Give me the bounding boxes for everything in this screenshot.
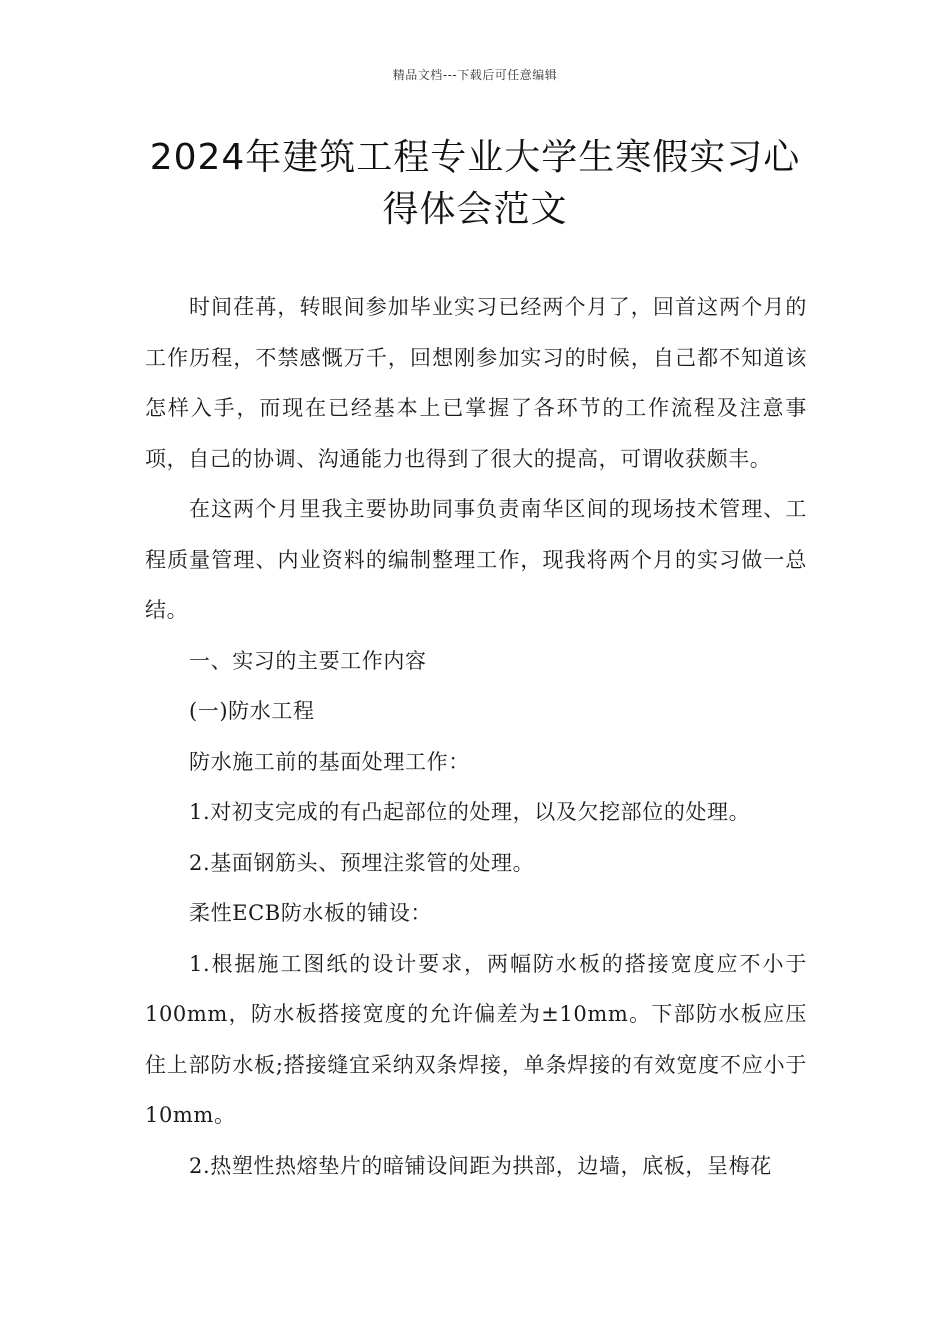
paragraph: 在这两个月里我主要协助同事负责南华区间的现场技术管理、工程质量管理、内业资料的编制整理工作，现我将两个月的实习做一总结。 (145, 497, 807, 622)
list-item: 1.根据施工图纸的设计要求，两幅防水板的搭接宽度应不小于100mm，防水板搭接宽度的允许偏差为±10mm。下部防水板应压住上部防水板;搭接缝宜采纳双条焊接，单条焊接的有效宽度不应小于10mm。 (145, 951, 807, 1127)
section-heading: 一、实习的主要工作内容 (189, 648, 427, 673)
paragraph: 时间荏苒，转眼间参加毕业实习已经两个月了，回首这两个月的工作历程，不禁感慨万千，回想刚参加实习的时候，自己都不知道该怎样入手，而现在已经基本上已掌握了各环节的工作流程及注意事项，自己的协调、沟通能力也得到了很大的提高，可谓收获颇丰。 (145, 295, 807, 471)
title-line-1: 2024年建筑工程专业大学生寒假实习心 (149, 137, 801, 178)
paragraph: 柔性ECB防水板的铺设： (189, 901, 433, 925)
title-line-2: 得体会范文 (382, 189, 568, 230)
paragraph: 防水施工前的基面处理工作： (189, 749, 470, 774)
document-title (120, 132, 830, 236)
document-body (145, 282, 807, 1191)
list-item: 2.基面钢筋头、预埋注浆管的处理。 (189, 850, 535, 875)
list-item: 2.热塑性热熔垫片的暗铺设间距为拱部，边墙，底板，呈梅花 (189, 1153, 772, 1178)
list-item: 1.对初支完成的有凸起部位的处理，以及欠挖部位的处理。 (189, 800, 751, 824)
header-note: 精品文档---下载后可任意编辑 (392, 68, 558, 82)
subsection-heading: (一)防水工程 (189, 699, 315, 723)
